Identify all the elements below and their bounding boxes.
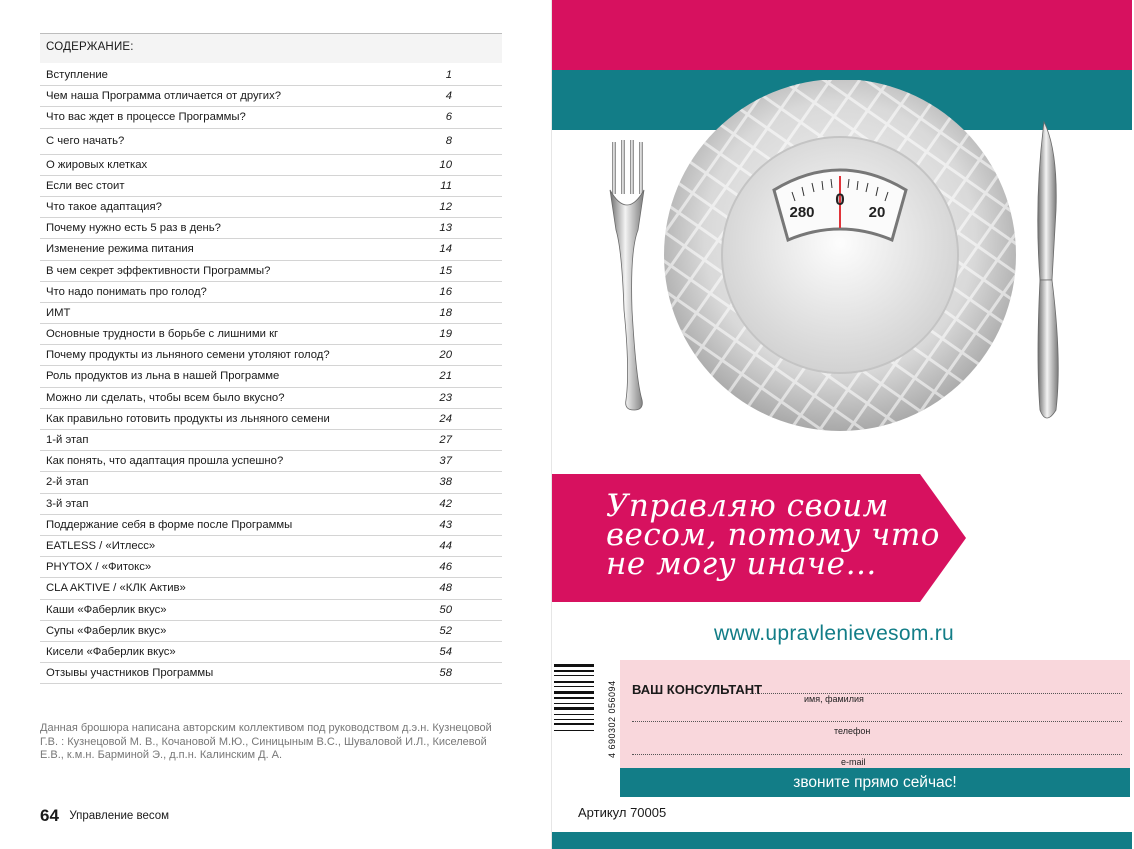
plate-illustration: [552, 80, 1132, 440]
left-page: [0, 0, 548, 849]
toc-entry-title: Что вас ждет в процессе Программы?: [46, 111, 246, 124]
barcode-bar: [554, 675, 594, 676]
toc-entry[interactable]: [40, 600, 502, 621]
toc-entry-page: 10: [439, 158, 452, 171]
barcode-bars: [552, 660, 608, 768]
toc-entry[interactable]: [40, 557, 502, 578]
toc-entry[interactable]: [40, 409, 502, 430]
consultant-contact-box: [620, 660, 1130, 768]
toc-entry-page: 38: [439, 476, 452, 489]
slogan-line: весом, потому что: [606, 517, 940, 553]
knife-icon: [1038, 122, 1059, 418]
scale-left-value: 280: [789, 204, 815, 221]
toc-entry-title: Поддержание себя в форме после Программы: [46, 518, 293, 531]
toc-entry[interactable]: [40, 86, 502, 107]
toc-entry-title: Кисели «Фаберлик вкус»: [46, 645, 176, 658]
authors-credits: Данная брошюра написана авторским коллективом под руководством д.э.н. Кузнецовой Г.В. : Кузнецовой М. В., Кочановой М.Ю., Синицыным В.С., Шуваловой И.Л., Киселевой Е.В., к.м.н. Барминой Э., д.п.н. Калинским Д. А.: [40, 722, 492, 761]
toc-entry[interactable]: [40, 472, 502, 493]
toc-entry-page: 13: [439, 222, 452, 235]
toc-entry-page: 19: [439, 328, 452, 341]
toc-entry-title: Почему продукты из льняного семени утоляют голод?: [46, 349, 330, 362]
toc-entry-title: PHYTOX / «Фитокс»: [46, 561, 152, 574]
brochure-cover: [551, 0, 1132, 849]
toc-entry[interactable]: [40, 197, 502, 218]
toc-entry[interactable]: [40, 642, 502, 663]
top-magenta-band: [552, 0, 1132, 70]
barcode-bar: [554, 670, 594, 672]
barcode-bar: [554, 697, 594, 699]
running-title: Управление весом: [69, 810, 170, 822]
toc-entry-page: 8: [445, 134, 452, 147]
barcode-bar: [554, 664, 594, 667]
barcode-bar: [554, 719, 594, 720]
toc-entry-page: 50: [439, 603, 452, 616]
page-number: 64: [40, 806, 59, 825]
toc-entry-page: 46: [439, 561, 452, 574]
toc-entry-title: Изменение режима питания: [46, 243, 194, 256]
toc-entry-title: Отзывы участников Программы: [46, 667, 214, 680]
toc-entry[interactable]: [40, 578, 502, 599]
toc-entry-page: 27: [439, 434, 452, 446]
toc-entry[interactable]: [40, 621, 502, 642]
email-line: [632, 754, 1122, 755]
barcode-bar: [554, 691, 594, 694]
toc-entry-page: 37: [439, 455, 452, 468]
toc-entry[interactable]: [40, 155, 502, 176]
toc-entry-page: 1: [445, 69, 452, 81]
toc-entry-title: 2-й этап: [46, 476, 89, 489]
email-label: e-mail: [841, 757, 866, 767]
toc-entry[interactable]: [40, 107, 502, 128]
barcode-digits: 4 690302 056094: [607, 680, 617, 758]
barcode-bar: [554, 681, 594, 683]
scale-center-value: 0: [835, 190, 845, 209]
toc-entry-title: CLA AKTIVE / «КЛК Актив»: [46, 582, 186, 595]
bottom-teal-band: [552, 832, 1132, 849]
toc-entry-page: 12: [439, 200, 452, 213]
barcode-bar: [554, 707, 594, 710]
toc-entry-title: В чем секрет эффективности Программы?: [46, 264, 271, 277]
slogan-line: Управляю своим: [606, 488, 889, 524]
toc-entry-page: 54: [439, 645, 452, 658]
barcode-bar: [554, 686, 594, 687]
toc-entry-page: 14: [439, 243, 452, 256]
cover-slogan: [606, 488, 966, 582]
toc-entry-title: 3-й этап: [46, 497, 89, 510]
toc-entry-page: 43: [439, 518, 452, 531]
toc-entry-title: С чего начать?: [46, 134, 125, 147]
article-number: Артикул 70005: [578, 805, 667, 820]
toc-entry-title: Что надо понимать про голод?: [46, 285, 207, 298]
toc-entry[interactable]: [40, 663, 502, 684]
toc-entry[interactable]: [40, 515, 502, 536]
barcode-bar: [554, 714, 594, 715]
toc-entry-page: 52: [439, 624, 452, 637]
toc-entry-page: 21: [439, 370, 452, 383]
toc-entry-page: 18: [439, 306, 452, 319]
toc-entry[interactable]: [40, 388, 502, 409]
toc-entry-title: Что такое адаптация?: [46, 200, 162, 213]
toc-entry[interactable]: [40, 239, 502, 260]
toc-entry-page: 15: [439, 264, 452, 277]
table-of-contents: [40, 65, 502, 684]
toc-entry-title: О жировых клетках: [46, 158, 148, 171]
toc-entry-title: Чем наша Программа отличается от других?: [46, 90, 282, 103]
name-label: имя, фамилия: [804, 694, 864, 704]
fork-icon: [610, 140, 644, 410]
toc-entry[interactable]: [40, 536, 502, 557]
barcode-bar: [554, 723, 594, 725]
toc-heading: СОДЕРЖАНИЕ:: [40, 33, 502, 63]
toc-entry-title: Как правильно готовить продукты из льняного семени: [46, 412, 330, 425]
toc-entry-page: 58: [439, 667, 452, 680]
toc-entry-title: Основные трудности в борьбе с лишними кг: [46, 328, 279, 341]
toc-entry-title: Почему нужно есть 5 раз в день?: [46, 222, 221, 235]
phone-line: [632, 721, 1122, 722]
scale-right-value: 20: [868, 204, 886, 221]
toc-entry-page: 4: [445, 90, 452, 103]
toc-entry-title: Если вес стоит: [46, 179, 125, 192]
toc-entry-page: 48: [439, 582, 452, 595]
toc-entry[interactable]: [40, 176, 502, 197]
toc-entry-page: 42: [439, 497, 452, 510]
toc-entry[interactable]: [40, 261, 502, 282]
toc-entry[interactable]: [40, 451, 502, 472]
toc-entry[interactable]: [40, 65, 502, 86]
toc-entry-title: Как понять, что адаптация прошла успешно?: [46, 455, 284, 468]
toc-entry-title: Супы «Фаберлик вкус»: [46, 624, 167, 637]
toc-entry-page: 23: [439, 391, 452, 404]
toc-entry[interactable]: [40, 366, 502, 387]
toc-entry[interactable]: [40, 129, 502, 155]
consultant-label: ВАШ КОНСУЛЬТАНТ: [632, 682, 763, 697]
toc-entry-title: ИМТ: [46, 306, 71, 319]
toc-entry[interactable]: [40, 494, 502, 515]
toc-entry-title: Каши «Фаберлик вкус»: [46, 603, 167, 616]
toc-entry[interactable]: [40, 282, 502, 303]
toc-entry-title: Можно ли сделать, чтобы всем было вкусно?: [46, 391, 285, 404]
phone-label: телефон: [834, 726, 871, 736]
toc-entry-title: EATLESS / «Итлесс»: [46, 539, 156, 552]
toc-entry-page: 20: [439, 349, 452, 362]
page-footer: [40, 806, 169, 828]
toc-entry-title: Вступление: [46, 69, 108, 81]
toc-entry[interactable]: [40, 324, 502, 345]
toc-entry[interactable]: [40, 430, 502, 451]
scale-dial: [774, 170, 906, 240]
toc-entry-page: 11: [440, 179, 452, 192]
toc-entry[interactable]: [40, 303, 502, 324]
call-now-band: звоните прямо сейчас!: [620, 768, 1130, 797]
toc-entry-page: 24: [439, 412, 452, 425]
toc-entry[interactable]: [40, 345, 502, 366]
toc-entry-title: 1-й этап: [46, 434, 89, 446]
barcode-bar: [554, 730, 594, 731]
toc-entry-page: 44: [439, 539, 452, 552]
toc-entry[interactable]: [40, 218, 502, 239]
slogan-line: не могу иначе…: [606, 546, 877, 582]
toc-entry-page: 16: [439, 285, 452, 298]
toc-entry-page: 6: [445, 111, 452, 124]
toc-entry-title: Роль продуктов из льна в нашей Программе: [46, 370, 280, 383]
website-url[interactable]: www.upravlenievesom.ru: [714, 622, 955, 645]
barcode-bar: [554, 703, 594, 704]
